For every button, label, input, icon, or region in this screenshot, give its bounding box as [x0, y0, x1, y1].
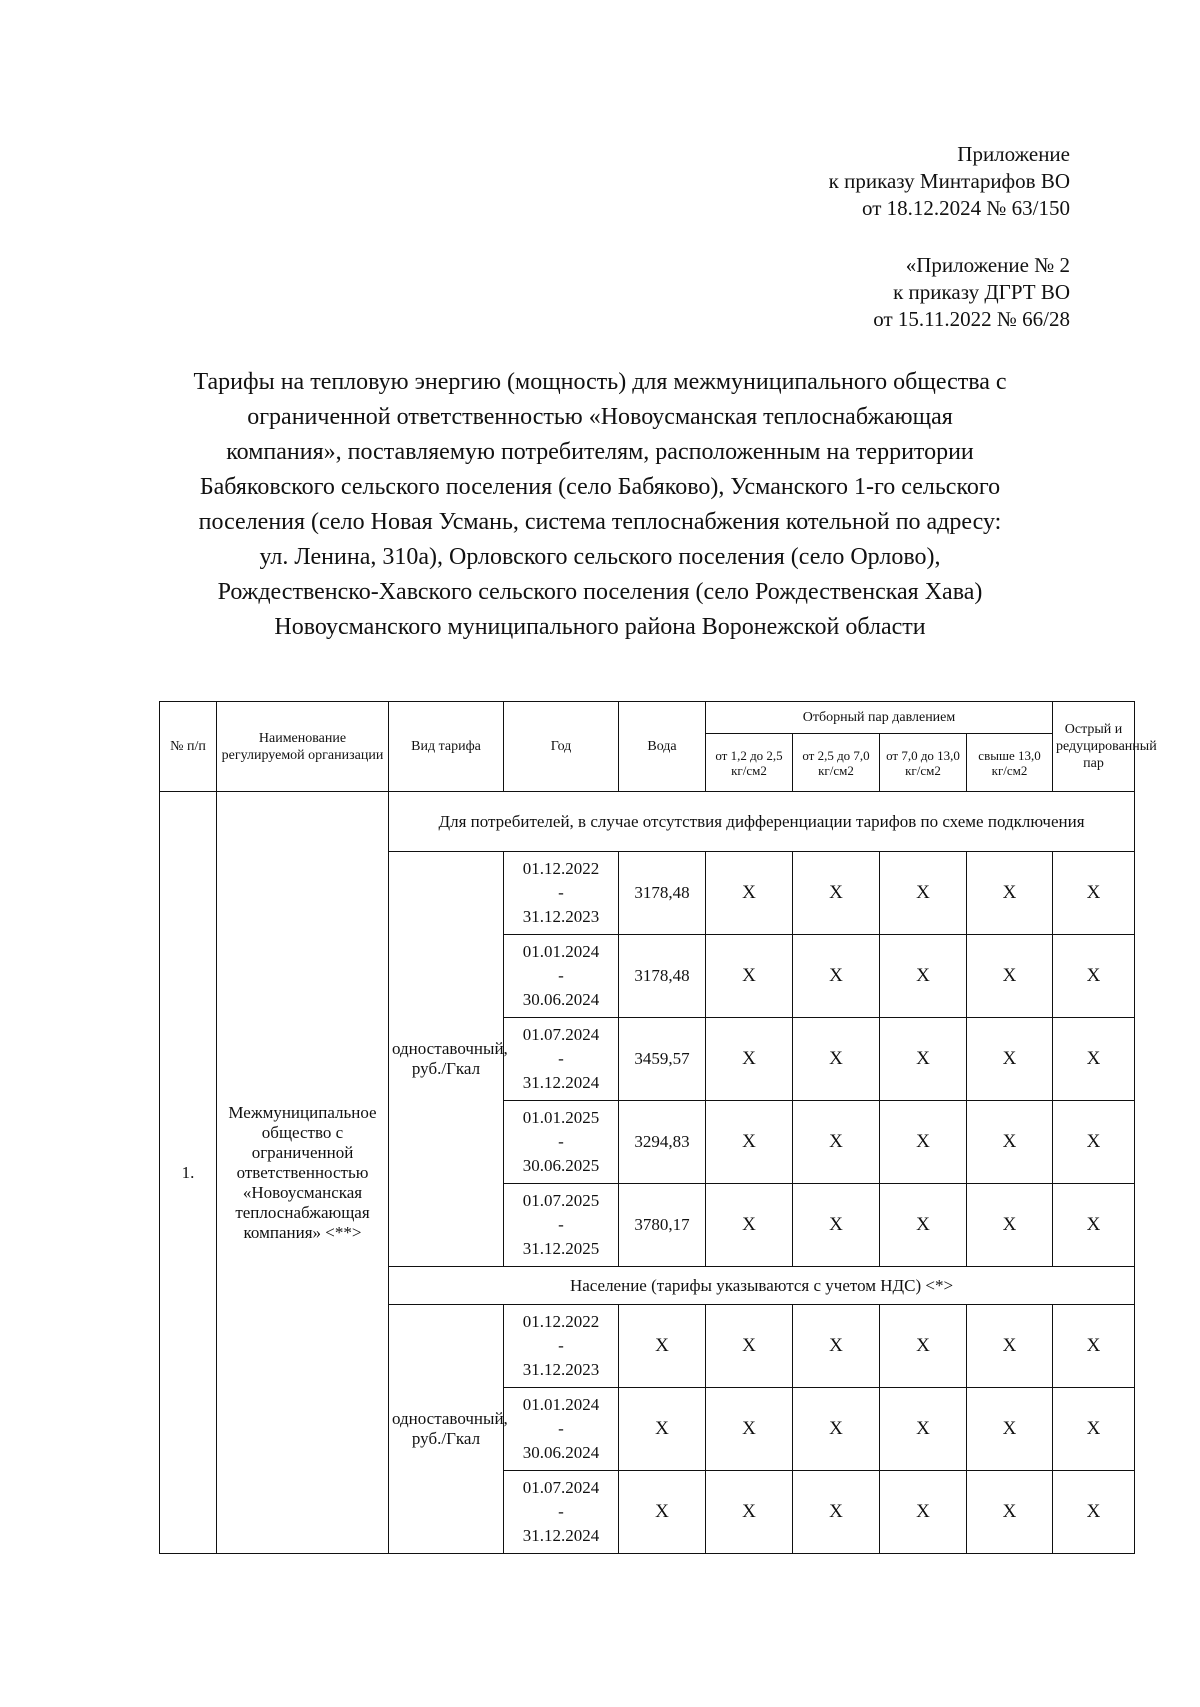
steam-2-value: X [793, 852, 880, 935]
sharp-steam-value: X [1053, 852, 1135, 935]
sharp-steam-value: X [1053, 1184, 1135, 1267]
water-value: 3780,17 [619, 1184, 706, 1267]
steam-2-value: X [793, 1184, 880, 1267]
steam-2-value: X [793, 1018, 880, 1101]
period: 01.01.2024 - 30.06.2024 [504, 935, 619, 1018]
appendix-line: «Приложение № 2 [905, 253, 1070, 277]
steam-4-value: X [967, 935, 1053, 1018]
section-title: Для потребителей, в случае отсутствия дифференциации тарифов по схеме подключения [389, 792, 1135, 852]
header-row [160, 702, 1135, 734]
period: 01.12.2022 - 31.12.2023 [504, 852, 619, 935]
title-line: Бабяковского сельского поселения (село Бабяково), Усманского 1-го сельского [199, 474, 1001, 500]
steam-4-value: X [967, 1305, 1053, 1388]
steam-2-value: X [793, 1471, 880, 1554]
steam-1-value: X [706, 1388, 793, 1471]
header-year: Год [504, 702, 619, 792]
title-line: компания», поставляемую потребителям, расположенным на территории [226, 439, 974, 465]
tariff-type: одноставочный, руб./Гкал [389, 1305, 504, 1554]
steam-2-value: X [793, 1388, 880, 1471]
title-line: Рождественско-Хавского сельского поселения (село Рождественская Хава) [217, 579, 983, 605]
sharp-steam-value: X [1053, 1018, 1135, 1101]
appendix-line: к приказу Минтарифов ВО [828, 169, 1070, 193]
title-line: поселения (село Новая Усмань, система теплоснабжения котельной по адресу: [198, 509, 1002, 535]
header-steam-group: Отборный пар давлением [706, 702, 1053, 734]
sharp-steam-value: X [1053, 1388, 1135, 1471]
appendix-header [829, 141, 1070, 222]
steam-1-value: X [706, 935, 793, 1018]
header-steam-4: свыше 13,0 кг/см2 [967, 734, 1053, 792]
water-value: X [619, 1471, 706, 1554]
sharp-steam-value: X [1053, 1471, 1135, 1554]
period: 01.01.2024 - 30.06.2024 [504, 1388, 619, 1471]
steam-2-value: X [793, 1305, 880, 1388]
water-value: 3178,48 [619, 852, 706, 935]
header-steam-3: от 7,0 до 13,0 кг/см2 [880, 734, 967, 792]
section-title: Население (тарифы указываются с учетом НДС) <*> [389, 1267, 1135, 1305]
steam-4-value: X [967, 1388, 1053, 1471]
steam-4-value: X [967, 1018, 1053, 1101]
organization-name: Межмуниципальное общество с ограниченной ответственностью «Новоусманская теплоснабжающая компания» <**> [217, 792, 389, 1554]
period: 01.12.2022 - 31.12.2023 [504, 1305, 619, 1388]
water-value: 3294,83 [619, 1101, 706, 1184]
section-row [160, 792, 1135, 852]
steam-1-value: X [706, 1305, 793, 1388]
appendix-original [873, 252, 1070, 333]
sharp-steam-value: X [1053, 935, 1135, 1018]
header-steam-2: от 2,5 до 7,0 кг/см2 [793, 734, 880, 792]
steam-4-value: X [967, 1471, 1053, 1554]
water-value: 3178,48 [619, 935, 706, 1018]
title-line: Новоусманского муниципального района Воронежской области [274, 614, 926, 640]
sharp-steam-value: X [1053, 1305, 1135, 1388]
steam-3-value: X [880, 1471, 967, 1554]
title-line: Тарифы на тепловую энергию (мощность) для межмуниципального общества с [193, 369, 1007, 395]
header-water: Вода [619, 702, 706, 792]
steam-1-value: X [706, 1101, 793, 1184]
steam-3-value: X [880, 1305, 967, 1388]
period: 01.01.2025 - 30.06.2025 [504, 1101, 619, 1184]
steam-3-value: X [880, 1101, 967, 1184]
sharp-steam-value: X [1053, 1101, 1135, 1184]
steam-1-value: X [706, 1184, 793, 1267]
steam-3-value: X [880, 852, 967, 935]
period: 01.07.2024 - 31.12.2024 [504, 1018, 619, 1101]
header-sharp-steam: Острый и редуцированный пар [1053, 702, 1135, 792]
header-tariff-type: Вид тарифа [389, 702, 504, 792]
steam-3-value: X [880, 1388, 967, 1471]
steam-4-value: X [967, 852, 1053, 935]
steam-1-value: X [706, 852, 793, 935]
steam-3-value: X [880, 1018, 967, 1101]
header-org: Наименование регулируемой организации [217, 702, 389, 792]
appendix-line: к приказу ДГРТ ВО [893, 280, 1070, 304]
appendix-line: от 15.11.2022 № 66/28 [873, 307, 1070, 331]
steam-2-value: X [793, 1101, 880, 1184]
water-value: X [619, 1388, 706, 1471]
steam-4-value: X [967, 1184, 1053, 1267]
period: 01.07.2024 - 31.12.2024 [504, 1471, 619, 1554]
period: 01.07.2025 - 31.12.2025 [504, 1184, 619, 1267]
water-value: 3459,57 [619, 1018, 706, 1101]
steam-4-value: X [967, 1101, 1053, 1184]
steam-1-value: X [706, 1471, 793, 1554]
header-steam-1: от 1,2 до 2,5 кг/см2 [706, 734, 793, 792]
steam-2-value: X [793, 935, 880, 1018]
tariff-type: одноставочный, руб./Гкал [389, 852, 504, 1267]
title-line: ограниченной ответственностью «Новоусманская теплоснабжающая [247, 404, 953, 430]
appendix-line: Приложение [957, 142, 1070, 166]
steam-3-value: X [880, 1184, 967, 1267]
document-title [100, 365, 1100, 645]
header-num: № п/п [160, 702, 217, 792]
tariff-table [159, 701, 1157, 1554]
water-value: X [619, 1305, 706, 1388]
steam-1-value: X [706, 1018, 793, 1101]
steam-3-value: X [880, 935, 967, 1018]
title-line: ул. Ленина, 310а), Орловского сельского поселения (село Орлово), [259, 544, 941, 570]
appendix-line: от 18.12.2024 № 63/150 [861, 196, 1070, 220]
row-number: 1. [160, 792, 217, 1554]
